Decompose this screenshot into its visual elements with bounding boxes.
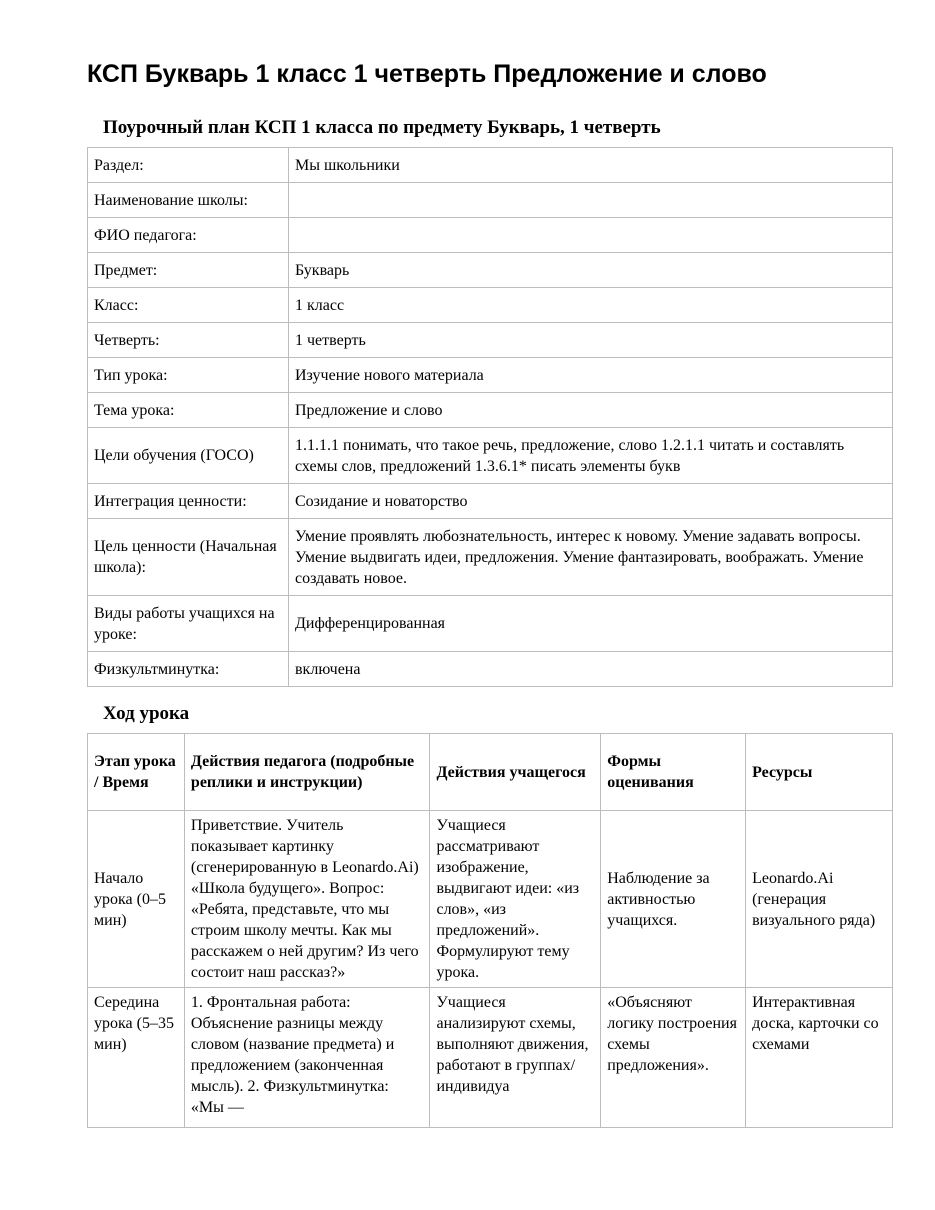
info-row-school (88, 183, 893, 218)
column-header-assessment: Формы оценивания (601, 734, 746, 811)
info-row-lesson-topic (88, 393, 893, 428)
info-label: Наименование школы: (88, 183, 289, 218)
info-label: Физкультминутка: (88, 652, 289, 687)
info-value: Дифференцированная (289, 596, 893, 652)
info-value: Умение проявлять любознательность, интерес к новому. Умение задавать вопросы. Умение выдвигать идеи, предложения. Умение фантазировать, воображать. Умение создавать новое. (289, 519, 893, 596)
info-label: Класс: (88, 288, 289, 323)
column-header-resources: Ресурсы (746, 734, 893, 811)
column-header-teacher-actions: Действия педагога (подробные реплики и инструкции) (184, 734, 430, 811)
info-label: Раздел: (88, 148, 289, 183)
info-row-value-integration (88, 484, 893, 519)
info-value: Букварь (289, 253, 893, 288)
info-row-class (88, 288, 893, 323)
info-row-lesson-type (88, 358, 893, 393)
assessment-cell: Наблюдение за активностью учащихся. (601, 811, 746, 988)
info-row-learning-goals (88, 428, 893, 484)
stage-cell: Начало урока (0–5 мин) (88, 811, 185, 988)
lesson-header-row (88, 734, 893, 811)
info-label: ФИО педагога: (88, 218, 289, 253)
info-value: включена (289, 652, 893, 687)
info-value: Изучение нового материала (289, 358, 893, 393)
info-row-subject (88, 253, 893, 288)
plan-subtitle: Поурочный план КСП 1 класса по предмету Букварь, 1 четверть (103, 117, 661, 138)
info-row-value-goal (88, 519, 893, 596)
teacher-actions-cell: Приветствие. Учитель показывает картинку (сгенерированную в Leonardo.Ai) «Школа будущего». Вопрос: «Ребята, представьте, что мы строим школу мечты. Как мы расскажем о ней другим? Из чего состоит наш рассказ?» (184, 811, 430, 988)
lesson-flow-heading: Ход урока (103, 703, 190, 724)
info-label: Цели обучения (ГОСО) (88, 428, 289, 484)
assessment-cell: «Объясняют логику построения схемы предложения». (601, 988, 746, 1128)
column-header-stage: Этап урока / Время (88, 734, 185, 811)
info-row-section (88, 148, 893, 183)
info-label: Тема урока: (88, 393, 289, 428)
info-value: Созидание и новаторство (289, 484, 893, 519)
resources-cell: Интерактивная доска, карточки со схемами (746, 988, 893, 1128)
student-actions-cell: Учащиеся рассматривают изображение, выдвигают идеи: «из слов», «из предложений». Формулируют тему урока. (430, 811, 601, 988)
info-row-quarter (88, 323, 893, 358)
info-label: Виды работы учащихся на уроке: (88, 596, 289, 652)
info-row-teacher (88, 218, 893, 253)
column-header-student-actions: Действия учащегося (430, 734, 601, 811)
resources-cell: Leonardo.Ai (генерация визуального ряда) (746, 811, 893, 988)
table-row (88, 811, 893, 988)
info-row-physical-break (88, 652, 893, 687)
student-actions-cell: Учащиеся анализируют схемы, выполняют движения, работают в группах/индивидуа (430, 988, 601, 1128)
info-label: Интеграция ценности: (88, 484, 289, 519)
info-row-work-types (88, 596, 893, 652)
teacher-actions-cell: 1. Фронтальная работа: Объяснение разницы между словом (название предмета) и предложением (законченная мысль). 2. Физкультминутка: «Мы — (184, 988, 430, 1128)
lesson-flow-table (87, 733, 893, 1128)
info-value (289, 218, 893, 253)
document-title: КСП Букварь 1 класс 1 четверть Предложение и слово (87, 60, 767, 88)
info-label: Тип урока: (88, 358, 289, 393)
info-label: Цель ценности (Начальная школа): (88, 519, 289, 596)
info-value: 1 четверть (289, 323, 893, 358)
info-label: Четверть: (88, 323, 289, 358)
lesson-info-table (87, 147, 893, 687)
info-value (289, 183, 893, 218)
info-value: Мы школьники (289, 148, 893, 183)
info-value: 1 класс (289, 288, 893, 323)
info-value: Предложение и слово (289, 393, 893, 428)
info-label: Предмет: (88, 253, 289, 288)
stage-cell: Середина урока (5–35 мин) (88, 988, 185, 1128)
info-value: 1.1.1.1 понимать, что такое речь, предложение, слово 1.2.1.1 читать и составлять схемы слов, предложений 1.3.6.1* писать элементы букв (289, 428, 893, 484)
table-row (88, 988, 893, 1128)
